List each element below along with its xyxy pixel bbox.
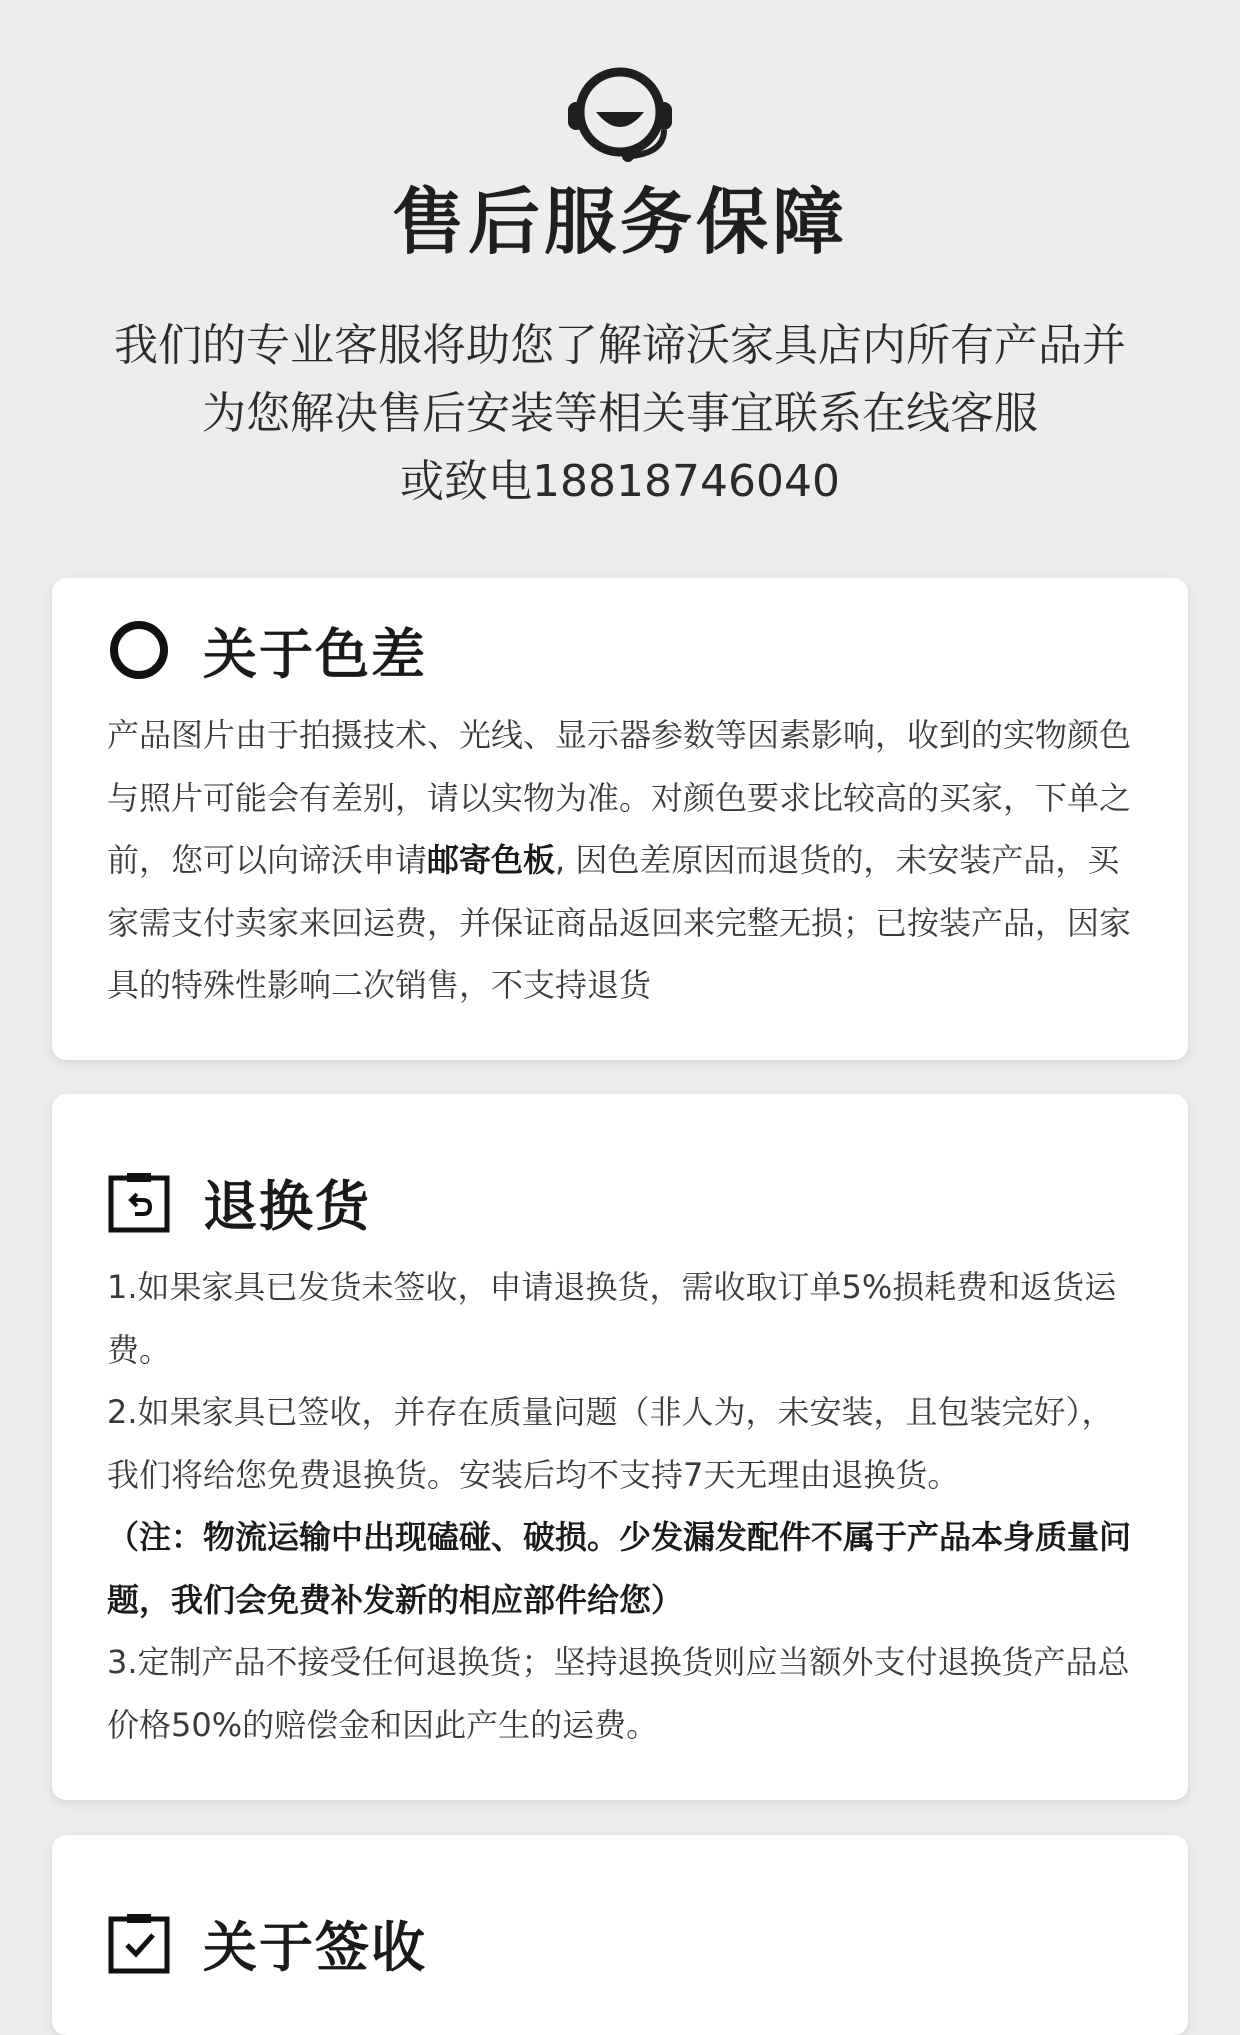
intro-text — [60, 312, 1180, 516]
body-strong-text: 邮寄色板 — [427, 841, 556, 879]
color-difference-text — [107, 704, 1136, 1017]
card-header — [107, 1883, 1136, 2003]
intro-line: 我们的专业客服将助您了解谛沃家具店内所有产品并 — [114, 320, 1126, 371]
body-text: , 因色差原因而退货的，未安装产品，买家需支付卖家来回运费，并保证商品返回来完整无损；已按装产品，因家具的特殊性影响二次销售，不支持退货 — [107, 841, 1132, 1004]
body-text: 产品图片由于拍摄技术、光线、显示器参数等因素影响，收到的实物颜色与照片可能会有差别，请以实物为准。对颜色要求比较高的买家，下单之前，您可以向谛沃申请 — [107, 716, 1132, 879]
check-clipboard-icon — [107, 1911, 171, 1975]
return-note: （注：物流运输中出现磕碰、破损。少发漏发配件不属于产品本身质量问题，我们会免费补发新的相应部件给您） — [107, 1518, 1132, 1619]
return-item-1: 1.如果家具已发货未签收，申请退换货，需收取订单5%损耗费和返货运费。 — [107, 1268, 1117, 1369]
page-title: 售后服务保障 — [391, 180, 848, 264]
card-header — [107, 590, 1136, 710]
card-header — [107, 1142, 1136, 1262]
card-body — [107, 1256, 1136, 1756]
card-body — [107, 704, 1136, 1017]
card-title: 退换货 — [203, 1174, 371, 1238]
circle-outline-icon — [107, 618, 171, 682]
customer-service-icon — [560, 62, 680, 162]
intro-line: 为您解决售后安装等相关事宜联系在线客服 — [202, 388, 1038, 439]
return-exchange-card — [52, 1094, 1188, 1800]
return-item-3: 3.定制产品不接受任何退换货；坚持退换货则应当额外支付退换货产品总价格50%的赔偿金和因此产生的运费。 — [107, 1643, 1130, 1744]
card-title: 关于色差 — [203, 622, 427, 686]
return-clipboard-icon — [107, 1170, 171, 1234]
receipt-card — [52, 1835, 1188, 2035]
intro-line-phone: 或致电18818746040 — [400, 456, 840, 507]
return-item-2: 2.如果家具已签收，并存在质量问题（非人为，未安装，且包装完好），我们将给您免费退换货。安装后均不支持7天无理由退换货。 — [107, 1393, 1114, 1494]
color-difference-card — [52, 578, 1188, 1060]
card-title: 关于签收 — [203, 1915, 427, 1979]
